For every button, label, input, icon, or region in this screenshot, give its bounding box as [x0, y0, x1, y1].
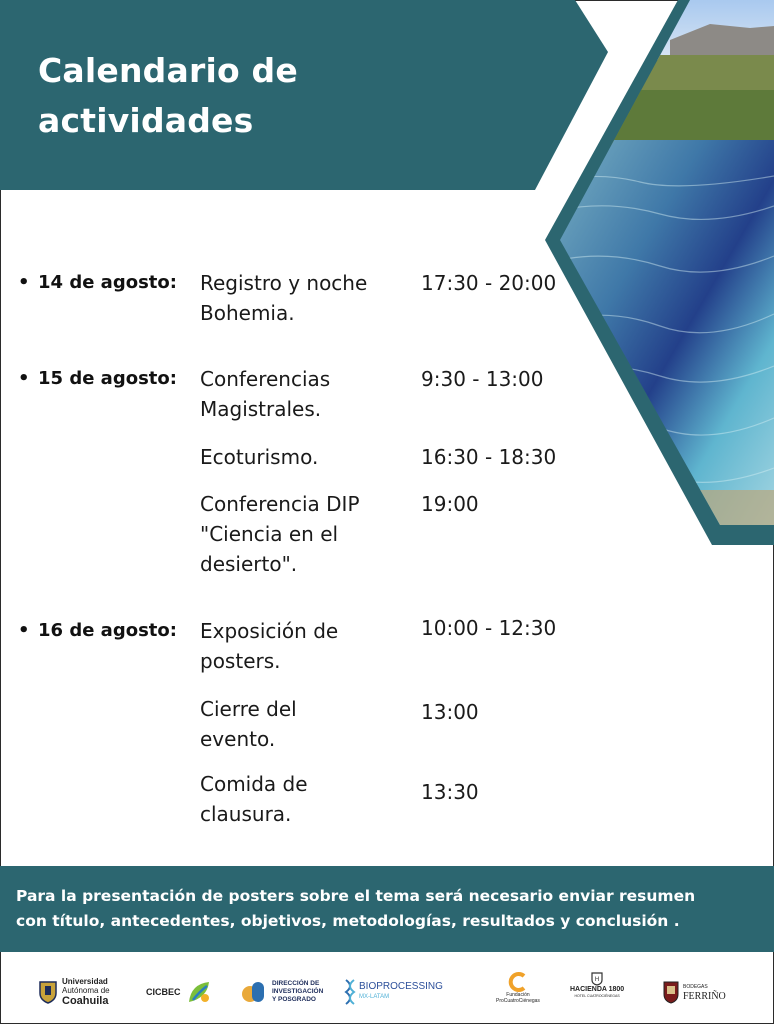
activity-line: Magistrales.	[200, 397, 322, 421]
hacienda-crest-icon	[591, 972, 603, 986]
activity-time: 13:30	[421, 780, 479, 804]
schedule-day-2	[18, 368, 177, 389]
activity-line: clausura.	[200, 802, 292, 826]
activity-name	[200, 616, 410, 676]
activity-line: Exposición de	[200, 619, 339, 643]
logo-cicbec-label: CICBEC	[146, 987, 181, 997]
activity-line: Conferencias	[200, 367, 331, 391]
bullet-icon: •	[18, 272, 30, 293]
logo-dip-line2: INVESTIGACIÓN	[272, 988, 324, 995]
activity-name	[200, 769, 410, 829]
schedule-day-1	[18, 272, 177, 293]
logo-procuatro-label: Fundación	[506, 992, 530, 998]
day-date: 15 de agosto:	[38, 368, 177, 389]
page-title	[38, 46, 458, 146]
activity-name	[200, 442, 410, 472]
logo-ferrino	[662, 972, 726, 1012]
activity-name	[200, 268, 410, 328]
logo-bioprocessing-label: BIOPROCESSING	[359, 981, 443, 992]
activity-line: desierto".	[200, 552, 298, 576]
svg-text:H: H	[594, 976, 600, 983]
note-line: Para la presentación de posters sobre el tema será necesario enviar resumen	[16, 887, 696, 905]
activity-time: 13:00	[421, 700, 479, 724]
activity-line: Comida de	[200, 772, 308, 796]
logo-hacienda-label: HACIENDA 1800	[570, 986, 625, 993]
logo-uadec-line2: Autónoma de	[62, 986, 110, 995]
bullet-icon: •	[18, 620, 30, 641]
logo-procuatro	[496, 972, 540, 1012]
logo-uadec	[38, 972, 110, 1012]
activity-line: posters.	[200, 649, 281, 673]
logo-hacienda-sub: HOTEL CUATROCIÉNEGAS	[574, 994, 620, 998]
dna-icon	[344, 979, 356, 1005]
activity-line: Cierre del	[200, 697, 297, 721]
logo-dip	[240, 972, 323, 1012]
schedule-day-3	[18, 620, 177, 641]
logo-cicbec	[146, 972, 213, 1012]
note-banner	[0, 866, 774, 952]
logo-uadec-line3: Coahuila	[62, 995, 109, 1007]
university-shield-icon	[38, 980, 58, 1004]
sponsor-logos	[0, 960, 774, 1020]
activity-time: 16:30 - 18:30	[421, 445, 557, 469]
fundacion-c-icon	[508, 972, 528, 992]
activity-line: Registro y noche	[200, 271, 368, 295]
logo-ferrino-label: FERRIÑO	[683, 990, 726, 1002]
logo-procuatro-sub: ProCuatroCiénegas	[496, 998, 540, 1004]
page-title-line-1: Calendario de	[38, 51, 298, 90]
activity-line: Ecoturismo.	[200, 445, 319, 469]
bullet-icon: •	[18, 368, 30, 389]
activity-time: 9:30 - 13:00	[421, 367, 544, 391]
note-text	[16, 884, 756, 934]
logo-hacienda	[570, 972, 624, 1012]
activity-line: Bohemia.	[200, 301, 295, 325]
logo-bioprocessing-sub: MX-LATAM	[359, 994, 390, 1000]
logo-ferrino-top: BODEGAS	[683, 983, 708, 990]
day-date: 16 de agosto:	[38, 620, 177, 641]
day-date: 14 de agosto:	[38, 272, 177, 293]
landscape-photo	[540, 0, 774, 545]
activity-name	[200, 364, 410, 424]
activity-name	[200, 489, 410, 579]
ferrino-crest-icon	[662, 980, 680, 1004]
activity-time: 10:00 - 12:30	[421, 616, 557, 640]
activity-time: 19:00	[421, 492, 479, 516]
logo-bioprocessing	[344, 972, 443, 1012]
activity-time: 17:30 - 20:00	[421, 271, 557, 295]
logo-uadec-line1: Universidad	[62, 977, 108, 986]
page-title-line-2: actividades	[38, 101, 254, 140]
activity-name	[200, 694, 410, 754]
logo-dip-line3: Y POSGRADO	[272, 996, 316, 1003]
dip-logo-icon	[240, 978, 268, 1006]
activity-line: evento.	[200, 727, 276, 751]
note-line: con título, antecedentes, objetivos, metodologías, resultados y conclusión .	[16, 912, 680, 930]
cicbec-leaf-icon	[185, 978, 213, 1006]
logo-dip-line1: DIRECCIÓN DE	[272, 980, 320, 987]
activity-line: Conferencia DIP	[200, 492, 360, 516]
activity-line: "Ciencia en el	[200, 522, 339, 546]
